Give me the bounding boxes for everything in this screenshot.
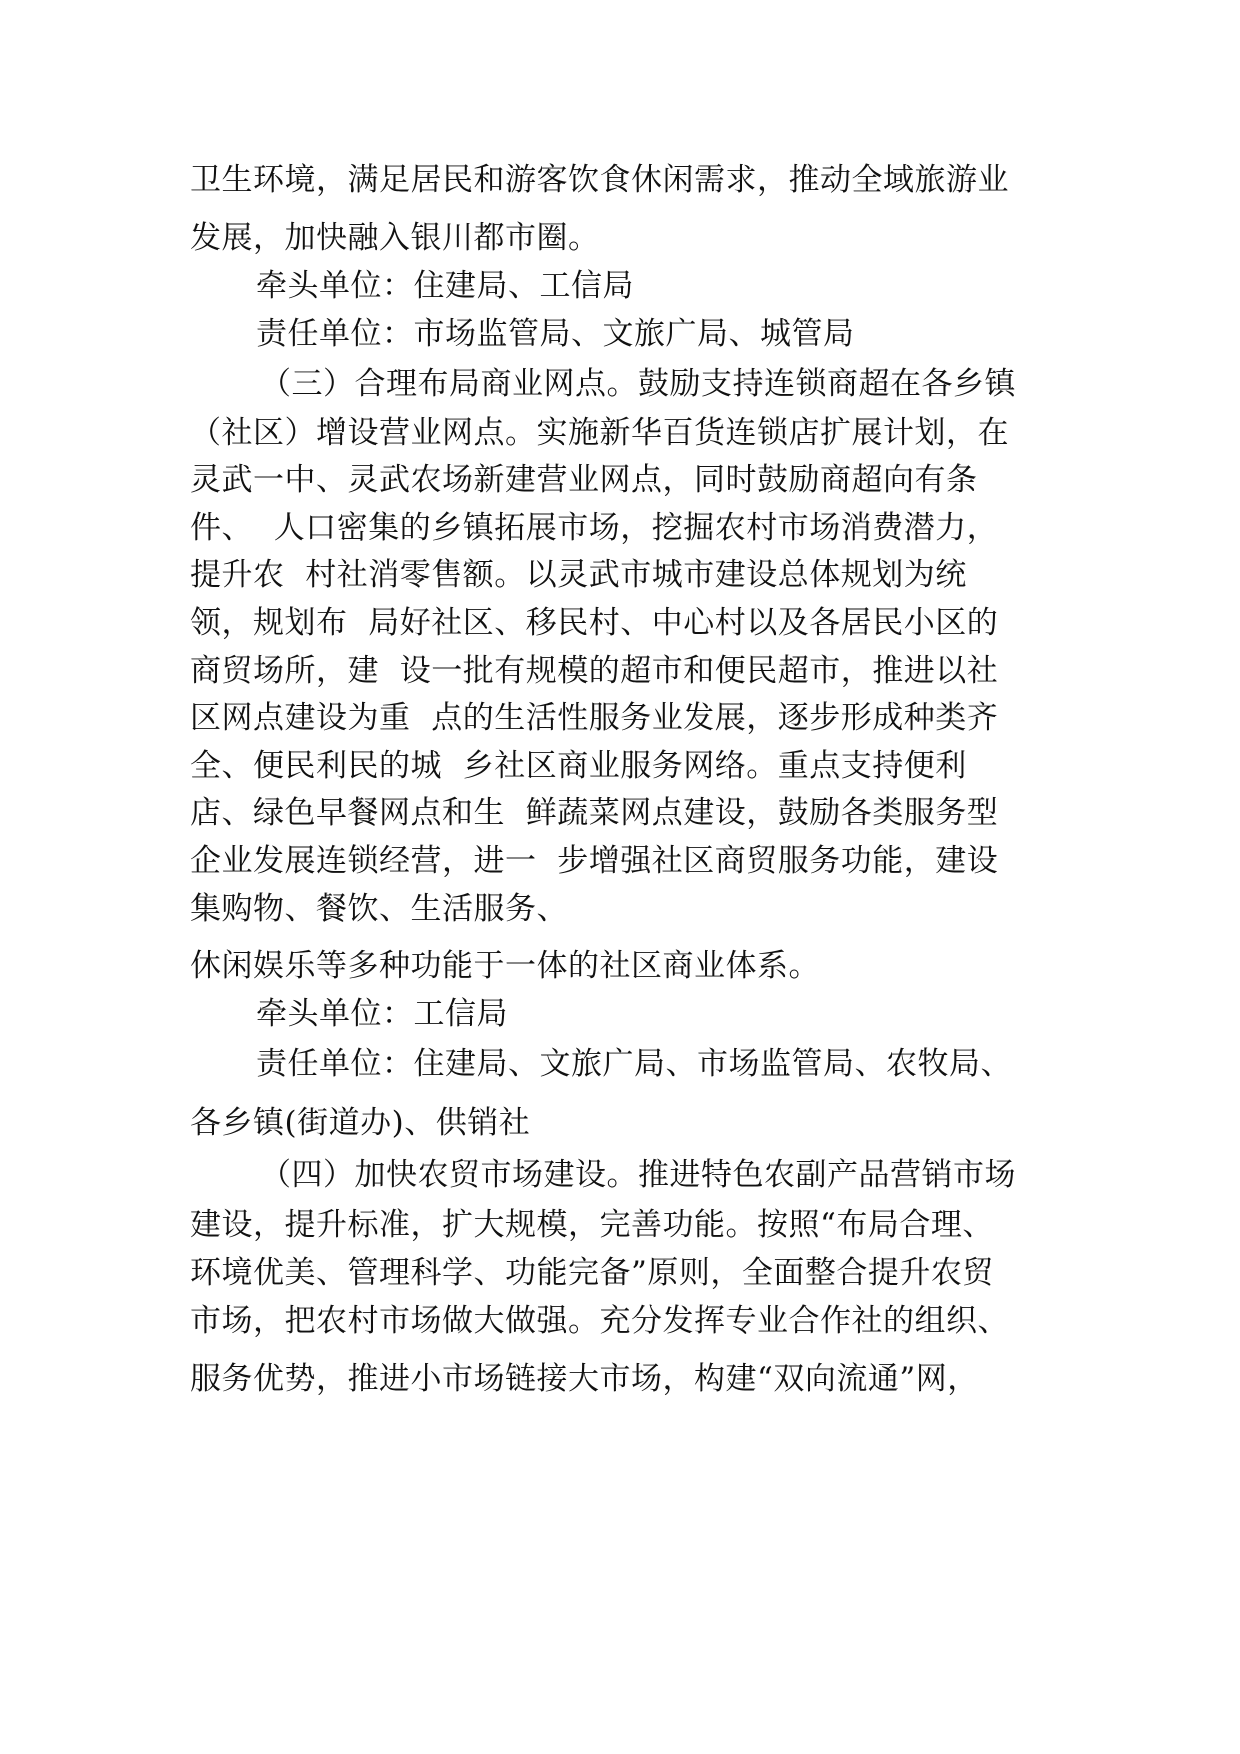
- responsible-unit-line: 责任单位：住建局、文旅广局、市场监管局、农牧局、: [256, 1046, 1012, 1082]
- text-line: 休闲娱乐等多种功能于一体的社区商业体系。: [190, 948, 820, 984]
- lead-unit-line: 牵头单位：住建局、工信局: [256, 268, 634, 304]
- text-line: 件、 人口密集的乡镇拓展市场，挖掘农村市场消费潜力，: [190, 510, 999, 546]
- text-line: 领，规划布 局好社区、移民村、中心村以及各居民小区的: [190, 605, 999, 641]
- text-line: 服务优势，推进小市场链接大市场，构建“双向流通”网，: [190, 1361, 979, 1397]
- responsible-unit-line: 责任单位：市场监管局、文旅广局、城管局: [256, 316, 855, 352]
- text-line: 发展，加快融入银川都市圈。: [190, 220, 600, 256]
- text-line: 环境优美、管理科学、功能完备”原则，全面整合提升农贸: [190, 1255, 994, 1291]
- lead-unit-line: 牵头单位：工信局: [256, 996, 508, 1032]
- text-line: 集购物、餐饮、生活服务、: [190, 891, 568, 927]
- text-line: 全、便民利民的城 乡社区商业服务网络。重点支持便利: [190, 748, 967, 784]
- text-line: 各乡镇(街道办)、供销社: [190, 1105, 531, 1141]
- text-line: 企业发展连锁经营，进一 步增强社区商贸服务功能，建设: [190, 843, 999, 879]
- text-line: 卫生环境，满足居民和游客饮食休闲需求，推动全域旅游业: [190, 162, 1009, 198]
- text-line: 商贸场所，建 设一批有规模的超市和便民超市，推进以社: [190, 653, 999, 689]
- text-line: 建设，提升标准，扩大规模，完善功能。按照“布局合理、: [190, 1207, 994, 1243]
- text-line: 灵武一中、灵武农场新建营业网点，同时鼓励商超向有条: [190, 462, 978, 498]
- text-line: 店、绿色早餐网点和生 鲜蔬菜网点建设，鼓励各类服务型: [190, 795, 999, 831]
- section-heading-3: （三）合理布局商业网点。鼓励支持连锁商超在各乡镇: [260, 366, 1016, 402]
- text-line: 区网点建设为重 点的生活性服务业发展，逐步形成种类齐: [190, 700, 999, 736]
- section-heading-4: （四）加快农贸市场建设。推进特色农副产品营销市场: [260, 1157, 1016, 1193]
- text-line: （社区）增设营业网点。实施新华百货连锁店扩展计划，在: [190, 415, 1009, 451]
- text-line: 市场，把农村市场做大做强。充分发挥专业合作社的组织、: [190, 1303, 1009, 1339]
- text-line: 提升农 村社消零售额。以灵武市城市建设总体规划为统: [190, 557, 967, 593]
